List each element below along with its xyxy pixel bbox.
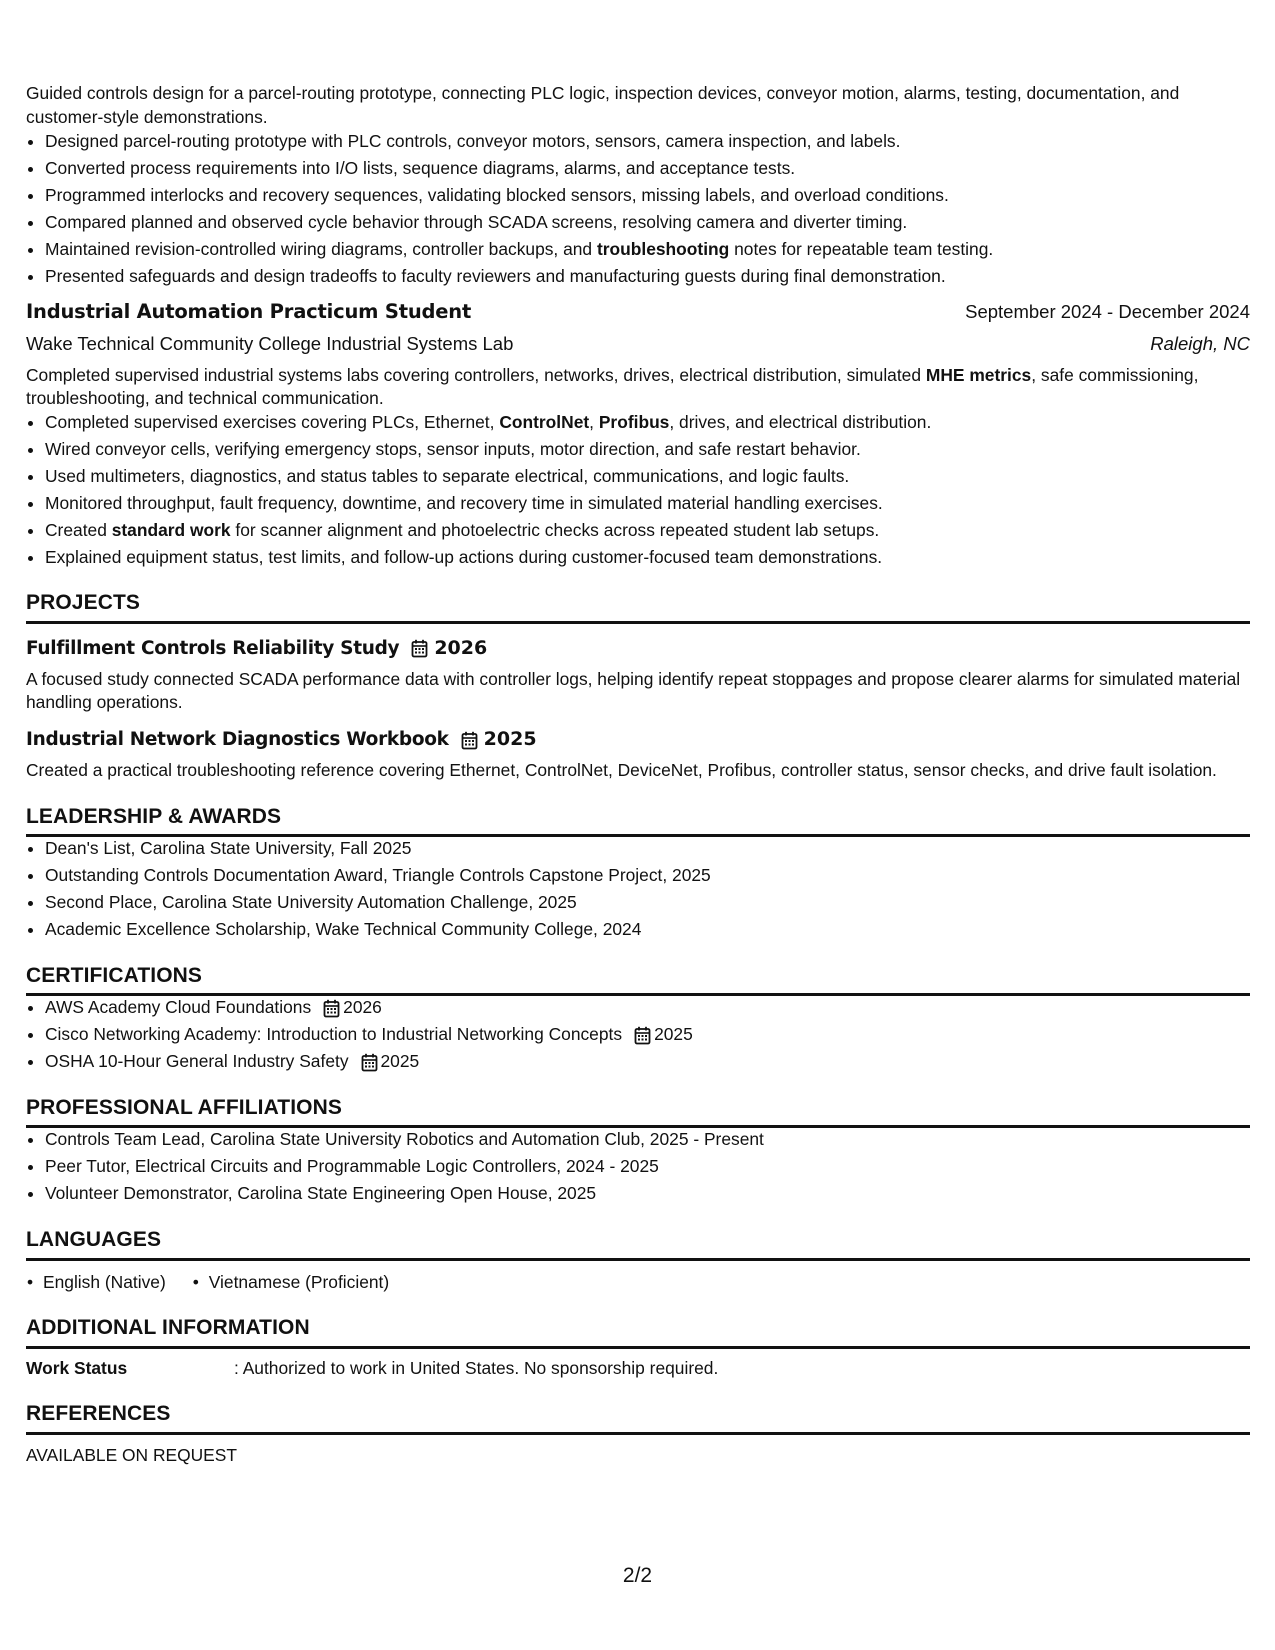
job-header <box>26 299 1250 326</box>
project-title: Fulfillment Controls Reliability Study <box>26 638 400 660</box>
certification-year: 2025 <box>654 1024 693 1045</box>
calendar-icon <box>361 1053 378 1072</box>
certification-name: Cisco Networking Academy: Introduction to Industrial Networking Concepts <box>45 1024 623 1045</box>
certification-name: AWS Academy Cloud Foundations <box>45 997 312 1018</box>
section-heading-certifications: CERTIFICATIONS <box>26 962 1250 997</box>
project-header <box>26 727 1250 753</box>
work-status-row <box>26 1357 1250 1381</box>
list-item: • Peer Tutor, Electrical Circuits and Programmable Logic Controllers, 2024 - 2025 <box>45 1155 1250 1179</box>
language-item: • Vietnamese (Proficient) <box>192 1271 389 1295</box>
bold-term: MHE metrics <box>925 364 1032 385</box>
job-bullets <box>26 411 1250 570</box>
list-item: • Wired conveyor cells, verifying emergency stops, sensor inputs, motor direction, and safe restart behavior. <box>45 438 1250 462</box>
calendar-icon <box>323 999 340 1018</box>
bold-term: troubleshooting <box>596 239 730 260</box>
list-item: • Academic Excellence Scholarship, Wake Technical Community College, 2024 <box>45 918 1250 942</box>
project-year: 2026 <box>434 636 488 659</box>
awards-list <box>26 837 1250 942</box>
references-text: AVAILABLE ON REQUEST <box>26 1445 238 1466</box>
list-item <box>45 1050 1250 1074</box>
section-heading-affiliations: PROFESSIONAL AFFILIATIONS <box>26 1094 1250 1129</box>
certifications-list <box>26 996 1250 1074</box>
project-title: Industrial Network Diagnostics Workbook <box>26 729 449 751</box>
list-item: • Converted process requirements into I/O lists, sequence diagrams, alarms, and acceptance tests. <box>45 157 1250 181</box>
section-heading-additional-info: ADDITIONAL INFORMATION <box>26 1314 1250 1349</box>
languages-list <box>26 1271 1250 1295</box>
certification-year: 2026 <box>343 997 382 1018</box>
list-item: • Second Place, Carolina State University Automation Challenge, 2025 <box>45 891 1250 915</box>
certification-name: OSHA 10-Hour General Industry Safety <box>45 1051 349 1072</box>
list-item: • Dean's List, Carolina State University, Fall 2025 <box>45 837 1250 861</box>
calendar-icon <box>411 639 428 658</box>
resume-page <box>26 82 1250 1468</box>
list-item: • Compared planned and observed cycle behavior through SCADA screens, resolving camera and diverter timing. <box>45 211 1250 235</box>
affiliations-list <box>26 1128 1250 1206</box>
calendar-icon <box>634 1026 651 1045</box>
project-description: A focused study connected SCADA performance data with controller logs, helping identify repeat stoppages and propose clearer alarms for simulated material handling operations. <box>26 668 1241 713</box>
list-item: • Outstanding Controls Documentation Award, Triangle Controls Capstone Project, 2025 <box>45 864 1250 888</box>
list-item: • Programmed interlocks and recovery sequences, validating blocked sensors, missing labels, and overload conditions. <box>45 184 1250 208</box>
list-item: • Created standard work for scanner alignment and photoelectric checks across repeated student lab setups. <box>45 519 1250 543</box>
language-item: • English (Native) <box>26 1271 166 1295</box>
list-item <box>45 1023 1250 1047</box>
job-organization: Wake Technical Community College Industrial Systems Lab <box>26 333 514 355</box>
job-bullets <box>26 130 1250 289</box>
section-heading-projects: PROJECTS <box>26 589 1250 624</box>
list-item <box>45 996 1250 1020</box>
work-status-label: Work Status <box>26 1357 128 1378</box>
job-subheader <box>26 331 1250 356</box>
job-description: Completed supervised industrial systems labs covering controllers, networks, drives, electrical distribution, simulated MHE metrics, safe commissioning, troubleshooting, and technical communication. <box>26 364 1199 409</box>
list-item: • Volunteer Demonstrator, Carolina State Engineering Open House, 2025 <box>45 1182 1250 1206</box>
project-description: Created a practical troubleshooting reference covering Ethernet, ControlNet, DeviceNet, Profibus, controller status, sensor checks, and drive fault isolation. <box>26 759 1217 780</box>
section-heading-languages: LANGUAGES <box>26 1226 1250 1261</box>
section-heading-references: REFERENCES <box>26 1400 1250 1435</box>
job-location: Raleigh, NC <box>1150 333 1250 355</box>
work-status-value: : Authorized to work in United States. No sponsorship required. <box>234 1357 719 1378</box>
section-heading-leadership: LEADERSHIP & AWARDS <box>26 803 1250 838</box>
list-item: • Designed parcel-routing prototype with PLC controls, conveyor motors, sensors, camera inspection, and labels. <box>45 130 1250 154</box>
list-item: • Explained equipment status, test limits, and follow-up actions during customer-focused team demonstrations. <box>45 546 1250 570</box>
list-item: • Presented safeguards and design tradeoffs to faculty reviewers and manufacturing guests during final demonstration. <box>45 265 1250 289</box>
page-number: 2/2 <box>622 1564 653 1587</box>
certification-year: 2025 <box>380 1051 420 1072</box>
list-item: • Completed supervised exercises covering PLCs, Ethernet, ControlNet, Profibus, drives, and electrical distribution. <box>45 411 1250 435</box>
calendar-icon <box>461 731 478 750</box>
project-header <box>26 636 1250 662</box>
list-item: • Controls Team Lead, Carolina State University Robotics and Automation Club, 2025 - Present <box>45 1128 1250 1152</box>
job-description: Guided controls design for a parcel-routing prototype, connecting PLC logic, inspection devices, conveyor motion, alarms, testing, documentation, and customer-style demonstrations. <box>26 83 1180 127</box>
list-item: • Used multimeters, diagnostics, and status tables to separate electrical, communications, and logic faults. <box>45 465 1250 489</box>
list-item: • Monitored throughput, fault frequency, downtime, and recovery time in simulated material handling exercises. <box>45 492 1250 516</box>
job-dates: September 2024 - December 2024 <box>965 300 1250 322</box>
project-year: 2025 <box>483 728 537 751</box>
job-title: Industrial Automation Practicum Student <box>26 299 472 323</box>
list-item: • Maintained revision-controlled wiring diagrams, controller backups, and troubleshooting notes for repeatable team testing. <box>45 238 1250 262</box>
